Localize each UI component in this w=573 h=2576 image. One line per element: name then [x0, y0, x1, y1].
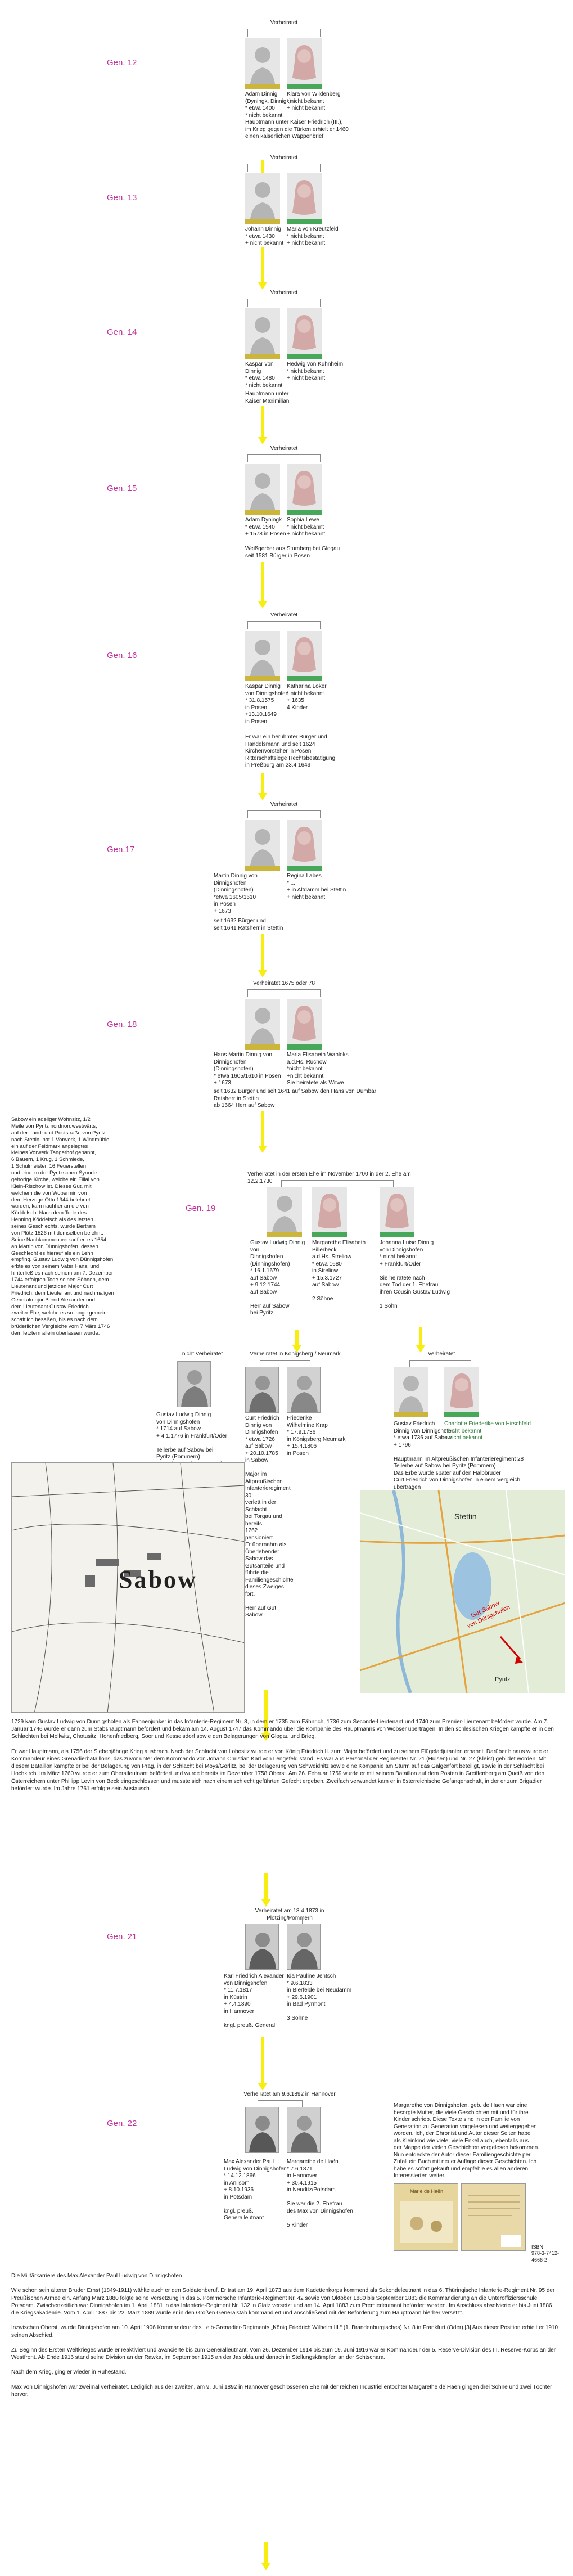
- gen-label-19: Gen. 19: [186, 1204, 216, 1213]
- female-silhouette-icon: [287, 631, 322, 681]
- gen-label-22: Gen. 22: [107, 2119, 137, 2128]
- married-label: Verheiratet in der ersten Ehe im November 1700 in der 2. Ehe am 12.2.1730: [247, 1171, 411, 1185]
- person-gustav-friedrich: Gustav Friedrich Dinnig von Dinnigshofen * etwa 1736 auf Sabow + 1796 Hauptmann im Altpreußischen Infanterieregiment 28 Teilerbe auf Sabow bei Pyritz (Pommern) Das Erbe wurde später auf den Halbbruder Curt Friedrich von Dinnigshofen in einem Vergleich übertragen: [394, 1421, 524, 1490]
- married-label: Verheiratet am 9.6.1892 in Hannover: [243, 2091, 336, 2097]
- person-max-alexander-paul: Max Alexander Paul Ludwig von Dinnigshofen * 14.12.1866 in Anilsom + 8.10.1936 in Potsdam kngl. preuß. Generalleutnant: [224, 2159, 287, 2221]
- person-klara-wildenberg: Klara von Wildenberg * nicht bekannt + nicht bekannt: [287, 91, 341, 111]
- sabow-historic-map: [11, 1462, 245, 1713]
- person-friederike-krap: Friederike Wilhelmine Krap * 17.9.1736 in Königsberg Neumark + 15.4.1806 in Posen: [287, 1415, 346, 1457]
- male-silhouette-icon: [245, 999, 280, 1050]
- arrow-down-icon: [258, 247, 267, 290]
- note-buerger-posen: Er war ein berühmter Bürger und Handelsmann und seit 1624 Kirchenvorsteher in Posen Ritterschaftsiege Rechtsbestätigung in Preßburg am 23.4.1649: [245, 734, 336, 768]
- book-cover-image: [394, 2183, 458, 2251]
- person-adam-dinnig: Adam Dinnig (Dyningk, Dinnigk) * etwa 1400 * nicht bekannt Hauptmann unter Kaiser Friedrich (III.), im Krieg gegen die Türken erhielt er 1460 einen kaiserlichen Wappenbrief: [245, 91, 349, 139]
- person-kaspar-dinnig: Kaspar von Dinnig * etwa 1480 * nicht bekannt: [245, 361, 283, 389]
- person-martin-dinnig: Martin Dinnig von Dinnigshofen (Dinningshofen) *etwa 1605/1610 in Posen + 1673: [214, 873, 258, 915]
- person-curt-friedrich: Curt Friedrich Dinnig von Dinnigshofen * etwa 1726 auf Sabow + 20.10.1785 in Sabow Major im Altpreußischen Infanterieregiment 30. verlett in der Schlacht bei Torgau und bereits 1762 pensioniert. Er übernahm als Überlebender Sabow das Gutsanteile und führte die Familiengeschichte dieses Zweiges fort. Herr auf Gut Sabow: [245, 1415, 294, 1618]
- isbn-label: ISBN 978-3-7412-4666-2: [531, 2244, 560, 2263]
- gen-label-12: Gen. 12: [107, 58, 137, 67]
- map-stettin-label: Stettin: [454, 1512, 477, 1521]
- female-silhouette-icon: [380, 1187, 414, 1237]
- married-label: Verheiratet: [270, 20, 298, 26]
- married-label: Verheiratet 1675 oder 78: [252, 980, 315, 987]
- arrow-down-icon: [292, 1330, 301, 1353]
- map-pyritz-label: Pyritz: [495, 1676, 511, 1683]
- person-sophia-lewe: Sophia Lewe * nicht bekannt + nicht bekannt: [287, 517, 326, 537]
- married-connector: [247, 989, 321, 997]
- arrow-down-icon: [261, 2542, 270, 2570]
- gen-label-14: Gen. 14: [107, 327, 137, 337]
- gen-label-17: Gen.17: [107, 845, 135, 854]
- arrow-down-icon: [258, 934, 267, 978]
- married-connector: [247, 810, 321, 818]
- person-margarethe-billerbeck: Margarethe Elisabeth Billerbeck a.d.Hs. Streliow * etwa 1680 in Streliow + 15.3.1727 auf Sabow 2 Söhne: [312, 1240, 366, 1302]
- male-silhouette-icon: [245, 38, 280, 89]
- sabow-description: Sabow ein adeliger Wohnsitz, 1/2 Meile von Pyritz nordnordwestwärts, auf der Land- und Poststraße von Pyritz nach Stettin, hat 1 Vorwerk, 1 Windmühle, ein auf der Feldmark angelegtes kleines Vorwerk Tangerhof genannt, 6 Bauern, 1 Krug, 1 Schmiede, 1 Schulmeister, 16 Feuerstellen, und eine zu der Pyritzschen Synode gehörige Kirche, welche ein Filial von Klein-Rischow ist. Dieses Gut, mit welchem die von Wobermin von dem Herzoge Otto 1344 belehnet wurden, kam nachher an die von Köddelsch. Nach dem Tode des Henning Köddelsch als des letzten seines Geschlechts, wurde Bertram von Plötz 1526 mit demselben belehnt. Seine Nachkommen verkauften es 1654 an Martin von Dünnigshofen, dessen Geschlecht es hierauf als ein Lehn empfing. Gustav Ludwig von Dünnigshofen erbte es von seinem Vater Hans, und hinterließ es nach seinem am 7. Dezember 1744 erfolgten Tode seinen Söhnen, dem Lieutenant und jetzigen Major Curt Friedrich, dem Lieutenant und nachmaligen Generalmajor Bernd Alexander und dem Lieutenant Gustav Friedrich zweiter Ehe, welche es so lange gemein- schaftlich besaßen, bis es nach dem brüderlichen Vergleiche vom 7 März 1746 dem letztern allein überlassen wurde.: [11, 1116, 114, 1336]
- married-connector: [247, 164, 321, 172]
- person-charlotte-hirschfeld: Charlotte Friederike von Hirschfeld * nicht bekannt + nicht bekannt: [444, 1421, 531, 1441]
- arrow-down-icon: [416, 1327, 425, 1353]
- gen-label-21: Gen. 21: [107, 1932, 137, 1942]
- region-map: [360, 1490, 565, 1693]
- married-connector: [247, 621, 321, 629]
- person-kaspar-dinnig-1575: Kaspar Dinnig von Dinnigshofen * 31.8.1575 in Posen +13.10.1649 in Posen: [245, 683, 289, 725]
- portrait-margarethe-de-haen: [287, 2107, 321, 2153]
- female-silhouette-icon: [287, 820, 322, 871]
- arrow-down-icon: [258, 562, 267, 609]
- male-silhouette-icon: [394, 1367, 428, 1417]
- portrait-max-alexander: [245, 2107, 279, 2153]
- portrait-ida-pauline: [287, 1924, 321, 1970]
- married-label: Verheiratet: [270, 445, 298, 452]
- female-silhouette-icon: [287, 38, 322, 89]
- person-karl-friedrich-alexander: Karl Friedrich Alexander von Dinnigshofen * 11.7.1817 in Küstrin + 4.4.1890 in Hannover kngl. preuß. General: [224, 1973, 284, 2029]
- person-regina-labes: Regina Labes * ... + in Altdamm bei Stettin + nicht bekannt: [287, 873, 346, 900]
- married-connector: [247, 299, 321, 307]
- person-johann-dinnig: Johann Dinnig * etwa 1430 + nicht bekannt: [245, 226, 284, 246]
- married-label: Verheiratet in Königsberg / Neumark: [250, 1351, 341, 1357]
- married-label: Verheiratet: [270, 612, 298, 618]
- male-silhouette-icon: [245, 631, 280, 681]
- married-label: Verheiratet: [270, 290, 298, 296]
- gen-label-16: Gen. 16: [107, 651, 137, 660]
- arrow-down-icon: [258, 406, 267, 444]
- female-silhouette-icon: [287, 999, 322, 1050]
- note-herr-auf-sabow: seit 1632 Bürger und seit 1641 auf Sabow den Hans von Dumbar Ratsherr in Stettin ab 1664 Herr auf Sabow: [214, 1088, 377, 1109]
- married-connector: [247, 454, 321, 462]
- book-title: Marie de Haën: [409, 2188, 444, 2194]
- map-sabow-label: Sabow: [119, 1566, 197, 1593]
- female-silhouette-icon: [312, 1187, 347, 1237]
- note-hauptmann: Hauptmann unter Kaiser Maximilian: [245, 391, 290, 404]
- portrait-curt-friedrich: [245, 1367, 279, 1413]
- map-gut-sabow-label: Gut Sabow von Dünigshofen: [466, 1600, 511, 1630]
- portrait-friederike-krap: [287, 1367, 321, 1413]
- female-silhouette-icon: [287, 173, 322, 224]
- arrow-down-icon: [261, 1873, 270, 1907]
- portrait-karl-friedrich: [245, 1924, 279, 1970]
- person-maria-kreutzfeld: Maria von Kreutzfeld * nicht bekannt + nicht bekannt: [287, 226, 339, 246]
- female-silhouette-icon: [287, 464, 322, 515]
- paragraph-gustav-ludwig-career: 1729 kam Gustav Ludwig von Dünnigshofen als Fahnenjunker in das Infanterie-Regiment Nr. 8, in dem er 1735 zum Fähnrich, 1736 zum Seconde-Lieutenant und 1740 zum Premier-Lieutenant befördert wurde. Am 7. Januar 1746 wurde er dann zum Stabshauptmann befördert und bekam am 14. August 1747 das Kommando über die Kompanie des Hauptmanns von Wobser übertragen. In den schlesischen Kriegen kämpfte er in den Schlachten bei Mollwitz, Chotusitz, Hohenfriedberg, Soor und Kesselsdorf sowie den Belagerungen von Glogau und Brieg. Er war Hauptmann, als 1756 der Siebenjährige Krieg ausbrach. Nach der Schlacht von Lobositz wurde er von König Friedrich II. zum Major befördert und zu seinem Flügeladjutanten ernannt. Darüber hinaus wurde er Kommandeur eines Grenadierbataillons, das zuvor unter dem Kommando von Johann Christian Karl von Lengefeld stand. Es war aus Personal der Regimenter Nr. 21 (Hülsen) und Nr. 27 (Kleist) gebildet worden. Mit diesem Bataillon kämpfte er bei der Belagerung von Prag, in der Schlacht bei Moys/Görlitz, bei der Belagerung von Schweidnitz sowie eine Kompanie am Sturm auf das Galgenfort beteiligt, sowie in der Schlacht bei Hochkirch. Im März 1760 wurde er zum Oberstleutnant befördert und wurde bereits im Dezember 1758 Oberst. Am 26. Februar 1759 wurde er mit seinem Bataillon auf dem Posten in Greiffenberg am Queiß von den Österreichern unter Phillipp Levin von Beck eingeschlossen und musste sich nach einem schlecht geführten Gefecht ergeben. Zweifach verwundet kam er in österreichische Gefangenschaft, in der er zum Brigadier befördert wurde. Im Jahre 1761 erfolgte sein Austausch.: [11, 1719, 554, 1792]
- note-weissgerber: Weißgerber aus Stumberg bei Glogau seit 1581 Bürger in Posen: [245, 546, 340, 559]
- male-silhouette-icon: [245, 308, 280, 359]
- person-adam-dyningk: Adam Dyningk * etwa 1540 + 1578 in Posen: [245, 517, 286, 537]
- male-silhouette-icon: [267, 1187, 302, 1237]
- gen-label-18: Gen. 18: [107, 1020, 137, 1029]
- portrait-gustav-ludwig: [177, 1361, 211, 1407]
- arrow-down-icon: [258, 773, 267, 800]
- person-gustav-ludwig-1679: Gustav Ludwig Dinnig von Dinnigshofen (Dinningshofen) * 16.1.1679 auf Sabow + 9.12.1744 auf Sabow Herr auf Sabow bei Pyritz: [250, 1240, 305, 1316]
- male-silhouette-icon: [245, 464, 280, 515]
- married-label: Verheiratet: [270, 801, 298, 808]
- book-description: Margarethe von Dinnigshofen, geb. de Haën war eine besorgte Mutter, die viele Geschichten mit und für ihre Kinder schrieb. Diese Texte sind in der Familie von Generation zu Generation vorgelesen und weitergegeben worden. Ich, der Chronist und Autor dieser Seiten habe als Kleinkind wie viele, viele Enkel auch, ebenfalls aus der Mappe der vielen Geschichten vorgelesen bekommen. Nun entdeckte der Autor dieser Familiengeschichte per Zufall ein Buch mit neuer Auflage dieser Geschichten. Ich habe es sofort gekauft und empfehle es allen anderen Interessierten weiter.: [394, 2102, 540, 2179]
- arrow-down-icon: [258, 1111, 267, 1153]
- note-ratsherr-stettin: seit 1632 Bürger und seit 1641 Ratsherr in Stettin: [214, 918, 283, 931]
- book-back-cover-image: [461, 2183, 526, 2251]
- person-maria-elisabeth-wahloks: Maria Elisabeth Wahloks a.d.Hs. Ruchow *nicht bekannt +nicht bekannt Sie heiratete als Witwe: [287, 1052, 349, 1086]
- female-silhouette-icon: [287, 308, 322, 359]
- male-silhouette-icon: [245, 820, 280, 871]
- person-hedwig-kuehnheim: Hedwig von Kühnheim * nicht bekannt + nicht bekannt: [287, 361, 344, 381]
- person-gustav-ludwig-1714: Gustav Ludwig Dinnig von Dinnigshofen * 1714 auf Sabow + 4.1.1776 in Frankfurt/Oder Teilerbe auf Sabow bei Pyritz (Pommern): [156, 1412, 227, 1460]
- married-label: Verheiratet: [270, 155, 298, 161]
- paragraph-max-military-career: Die Militärkarriere des Max Alexander Paul Ludwig von Dinnigshofen Wie schon sein älterer Bruder Ernst (1849-1911) wählte auch er den Soldatenberuf. Er trat am 19. April 1873 aus dem Kadettenkorps kommend als Sekondeleutnant in das 6. Thüringische Infanterie-Regiment Nr. 95 der Preußischen Armee ein. Anfang März 1880 folgte seine Versetzung in das 5. Pommersche Infanterie-Regiment Nr. 42 sowie von Oktober 1880 bis September 1883 die Kommandierung an die Unteroffiziersschule Potsdam. Zwischenzeitlich war Dinnigshofen im 1. April 1881 in das Infanterie-Regiment Nr. 132 in Glatz versetzt und am 14. April 1883 zum Premierleutnant befördert worden. Im Anschluss absolvierte er bis Juni 1886 die Kriegsakademie. Vom 1. April 1887 bis 22. März 1889 wurde er in den Großen Generalstab kommandiert und anschließend mit der Beförderung zum Hauptmann hierher versetzt. Inzwischen Oberst, wurde Dinnigshofen am 10. April 1906 Kommandeur des Leib-Grenadier-Regiments „König Friedrich Wilhelm III.“ (1. Brandenburgisches) Nr. 8 in Frankfurt (Oder).[3] Aus dieser Position erhielt er 1910 seinen Abschied. Zu Beginn des Ersten Weltkrieges wurde er reaktiviert und avancierte bis zum Generalleutnant. Vom 26. Dezember 1914 bis zum 19. Juni 1916 war er Kommandeur der 5. Reserve-Division des III. Reserve-Korps an der Westfront. Ab Ende 1916 stand seine Division an der Rawka, im September 1915 an der Jasiolda und danach in Stellungskämpfen an der Schtschara. Nach dem Krieg, ging er wieder in Ruhestand. Max von Dinnigshofen war zweimal verheiratet. Lediglich aus der zweiten, am 9. Juni 1892 in Hannover geschlossenen Ehe mit der reichen Industriellentochter Margarethe de Haën gingen drei Söhne und zwei Töchter hervor.: [11, 2273, 558, 2398]
- married-label: nicht Verheiratet: [182, 1351, 223, 1357]
- married-label: Verheiratet: [427, 1351, 455, 1357]
- person-katharina-loker: Katharina Loker * nicht bekannt + 1635 4 Kinder: [287, 683, 327, 711]
- gen-label-15: Gen. 15: [107, 484, 137, 493]
- person-hans-martin-dinnig: Hans Martin Dinnig von Dinnigshofen (Dinningshofen) * etwa 1605/1610 in Posen + 1673: [214, 1052, 281, 1086]
- female-silhouette-icon: [444, 1367, 479, 1417]
- married-label: Verheiratet am 18.4.1873 in Plötzing/Pommern: [255, 1908, 324, 1921]
- person-margarethe-de-haen: Margarethe de Haën * 7.6.1871 in Hannover + 30.4.1915 in Neuditz/Potsdam Sie war die 2. Ehefrau des Max von Dinnigshofen 5 Kinder: [287, 2159, 353, 2228]
- married-connector: [247, 29, 321, 37]
- gen-label-13: Gen. 13: [107, 193, 137, 202]
- arrow-down-icon: [258, 2037, 267, 2091]
- person-ida-pauline-jentsch: Ida Pauline Jentsch * 9.6.1833 in Bierfelde bei Neudamm + 29.6.1901 in Bad Pyrmont 3 Söhne: [287, 1973, 352, 2021]
- male-silhouette-icon: [245, 173, 280, 224]
- person-johanna-luise: Johanna Luise Dinnig von Dinnigshofen * nicht bekannt + Frankfurt/Oder Sie heiratete nach dem Tod der 1. Ehefrau ihren Cousin Gustav Ludwig 1 Sohn: [380, 1240, 450, 1309]
